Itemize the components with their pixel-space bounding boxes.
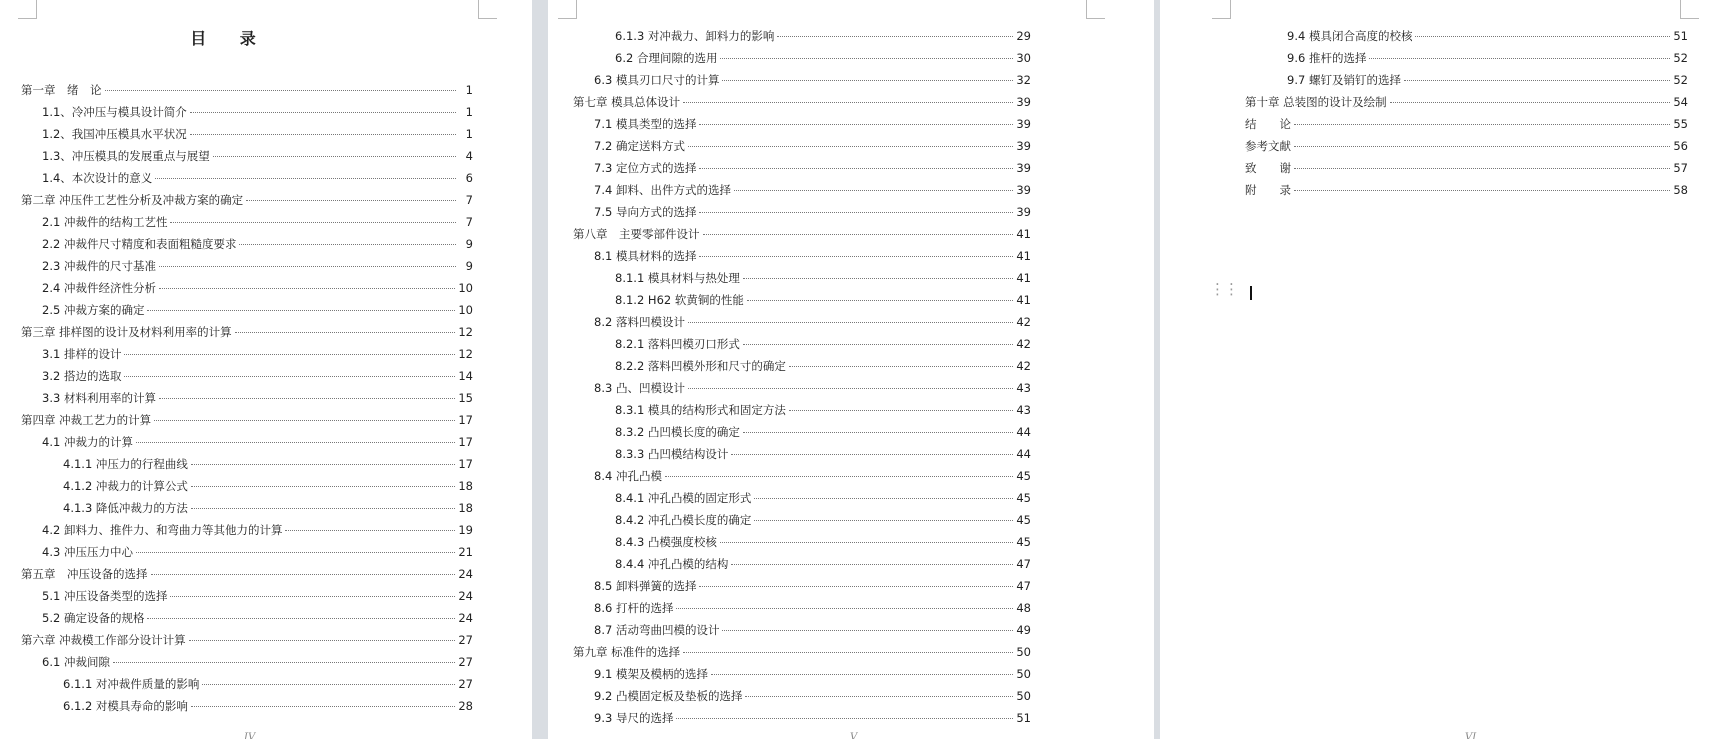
toc-page-number: 50 [1016, 667, 1031, 681]
toc-dot-leader [688, 322, 1013, 323]
toc-entry[interactable] [573, 421, 1031, 443]
toc-page-number: 47 [1016, 557, 1031, 571]
toc-dot-leader [1390, 102, 1671, 103]
toc-list [573, 25, 1031, 729]
toc-page-number: 29 [1016, 29, 1031, 43]
toc-dot-leader [170, 596, 455, 597]
toc-entry-title: 8.4.4 冲孔凸模的结构 [615, 557, 729, 571]
toc-entry[interactable] [1245, 135, 1688, 157]
toc-page-number: 39 [1016, 139, 1031, 153]
toc-dot-leader [743, 278, 1013, 279]
toc-entry-title: 3.2 搭边的选取 [42, 369, 122, 383]
toc-entry-title: 8.3.3 凸凹模结构设计 [615, 447, 729, 461]
toc-entry[interactable] [21, 409, 473, 431]
toc-page-number: 43 [1016, 403, 1031, 417]
toc-dot-leader [190, 112, 456, 113]
toc-entry[interactable] [21, 145, 473, 167]
toc-entry[interactable] [21, 497, 473, 519]
toc-entry-title: 4.1.2 冲裁力的计算公式 [63, 479, 188, 493]
toc-entry-title: 8.6 打杆的选择 [594, 601, 674, 615]
toc-entry-title: 8.2.2 落料凹模外形和尺寸的确定 [615, 359, 786, 373]
toc-page-number: 10 [458, 281, 473, 295]
toc-entry[interactable] [573, 245, 1031, 267]
toc-entry[interactable] [573, 355, 1031, 377]
toc-entry-title: 1.4、本次设计的意义 [42, 171, 153, 185]
drag-handle-icon[interactable]: ⋮⋮ [1210, 280, 1238, 298]
toc-entry[interactable] [573, 179, 1031, 201]
toc-dot-leader [754, 520, 1013, 521]
toc-dot-leader [754, 498, 1013, 499]
toc-page-number: 19 [458, 523, 473, 537]
toc-dot-leader [703, 234, 1014, 235]
toc-entry-title: 第七章 模具总体设计 [573, 95, 681, 109]
toc-entry-title: 2.2 冲裁件尺寸精度和表面粗糙度要求 [42, 237, 237, 251]
toc-dot-leader [285, 530, 455, 531]
toc-entry[interactable] [21, 321, 473, 343]
toc-dot-leader [699, 256, 1013, 257]
toc-list [21, 79, 473, 717]
toc-page-number: 42 [1016, 337, 1031, 351]
toc-page-number: 1 [465, 105, 473, 119]
toc-entry-title: 9.2 凸模固定板及垫板的选择 [594, 689, 743, 703]
page-number-footer: V [850, 732, 858, 739]
toc-entry[interactable] [573, 443, 1031, 465]
toc-entry-title: 4.1.3 降低冲裁力的方法 [63, 501, 188, 515]
toc-entry-title: 2.4 冲裁件经济性分析 [42, 281, 156, 295]
toc-entry[interactable] [1245, 69, 1688, 91]
toc-entry[interactable] [573, 487, 1031, 509]
toc-entry[interactable] [573, 69, 1031, 91]
toc-entry-title: 6.1.3 对冲裁力、卸料力的影响 [615, 29, 775, 43]
toc-entry[interactable] [573, 465, 1031, 487]
toc-page-number: 50 [1016, 645, 1031, 659]
toc-entry[interactable] [573, 663, 1031, 685]
toc-dot-leader [202, 684, 455, 685]
toc-entry-title: 第九章 标准件的选择 [573, 645, 681, 659]
toc-entry-title: 4.3 冲压压力中心 [42, 545, 133, 559]
toc-entry-title: 8.5 卸料弹簧的选择 [594, 579, 697, 593]
toc-dot-leader [722, 80, 1013, 81]
toc-page-number: 52 [1673, 73, 1688, 87]
toc-entry-title: 1.1、冷冲压与模具设计简介 [42, 105, 187, 119]
toc-dot-leader [777, 36, 1013, 37]
toc-entry[interactable] [573, 685, 1031, 707]
document-page-1 [0, 0, 532, 739]
toc-entry[interactable] [573, 553, 1031, 575]
toc-page-number: 17 [458, 435, 473, 449]
toc-entry[interactable] [573, 113, 1031, 135]
toc-page-number: 43 [1016, 381, 1031, 395]
toc-page-number: 41 [1016, 293, 1031, 307]
toc-page-number: 55 [1673, 117, 1688, 131]
toc-entry-title: 8.3.1 模具的结构形式和固定方法 [615, 403, 786, 417]
toc-dot-leader [747, 300, 1014, 301]
toc-entry[interactable] [21, 431, 473, 453]
toc-page-number: 1 [465, 83, 473, 97]
toc-entry[interactable] [573, 333, 1031, 355]
toc-entry[interactable] [1245, 47, 1688, 69]
toc-page-number: 56 [1673, 139, 1688, 153]
toc-page-number: 52 [1673, 51, 1688, 65]
toc-entry[interactable] [573, 25, 1031, 47]
toc-dot-leader [745, 696, 1013, 697]
toc-entry-title: 附 录 [1245, 183, 1291, 197]
toc-dot-leader [743, 344, 1013, 345]
toc-page-number: 41 [1016, 249, 1031, 263]
toc-dot-leader [699, 586, 1013, 587]
toc-page-number: 42 [1016, 315, 1031, 329]
page-number-footer: VI [1465, 732, 1477, 739]
toc-page-number: 15 [458, 391, 473, 405]
crop-mark-top-right [478, 0, 497, 19]
toc-dot-leader [699, 124, 1013, 125]
toc-dot-leader [113, 662, 455, 663]
toc-page-number: 28 [458, 699, 473, 713]
toc-page-number: 48 [1016, 601, 1031, 615]
toc-dot-leader [155, 178, 456, 179]
toc-entry[interactable] [573, 157, 1031, 179]
toc-entry-title: 9.3 导尺的选择 [594, 711, 674, 725]
toc-entry-title: 第三章 排样图的设计及材料利用率的计算 [21, 325, 232, 339]
toc-entry[interactable] [21, 123, 473, 145]
toc-page-number: 57 [1673, 161, 1688, 175]
toc-entry-title: 8.3.2 凸凹模长度的确定 [615, 425, 740, 439]
toc-entry-title: 9.6 推杆的选择 [1287, 51, 1367, 65]
toc-dot-leader [191, 486, 455, 487]
toc-dot-leader [147, 310, 455, 311]
toc-page-number: 27 [458, 677, 473, 691]
toc-entry-title: 结 论 [1245, 117, 1291, 131]
toc-dot-leader [1294, 124, 1670, 125]
toc-entry-title: 7.5 导向方式的选择 [594, 205, 697, 219]
toc-dot-leader [213, 156, 456, 157]
crop-mark-top-left [1212, 0, 1231, 19]
toc-entry[interactable] [21, 519, 473, 541]
toc-dot-leader [191, 706, 455, 707]
toc-entry[interactable] [573, 597, 1031, 619]
toc-entry-title: 1.2、我国冲压模具水平状况 [42, 127, 187, 141]
toc-entry-title: 3.1 排样的设计 [42, 347, 122, 361]
document-page-3 [1160, 0, 1728, 739]
toc-entry[interactable] [573, 223, 1031, 245]
toc-dot-leader [665, 476, 1013, 477]
toc-page-number: 21 [458, 545, 473, 559]
toc-dot-leader [683, 652, 1013, 653]
toc-dot-leader [235, 332, 456, 333]
toc-entry[interactable] [1245, 157, 1688, 179]
toc-dot-leader [731, 564, 1013, 565]
toc-page-number: 45 [1016, 491, 1031, 505]
toc-entry[interactable] [1245, 179, 1688, 201]
toc-page-number: 39 [1016, 183, 1031, 197]
toc-entry-title: 6.3 模具刃口尺寸的计算 [594, 73, 720, 87]
toc-entry[interactable] [21, 211, 473, 233]
toc-page-number: 27 [458, 633, 473, 647]
toc-page-number: 1 [465, 127, 473, 141]
crop-mark-top-left [18, 0, 37, 19]
toc-entry-title: 4.1.1 冲压力的行程曲线 [63, 457, 188, 471]
toc-dot-leader [1294, 190, 1670, 191]
toc-entry-title: 7.4 卸料、出件方式的选择 [594, 183, 731, 197]
toc-dot-leader [239, 244, 456, 245]
toc-dot-leader [1294, 146, 1670, 147]
toc-entry-title: 7.1 模具类型的选择 [594, 117, 697, 131]
toc-entry-title: 8.1 模具材料的选择 [594, 249, 697, 263]
toc-dot-leader [124, 376, 455, 377]
toc-entry-title: 5.2 确定设备的规格 [42, 611, 145, 625]
toc-entry-title: 8.4.3 凸模强度校核 [615, 535, 717, 549]
toc-dot-leader [189, 640, 456, 641]
toc-page-number: 39 [1016, 205, 1031, 219]
toc-entry[interactable] [573, 619, 1031, 641]
toc-page-number: 7 [465, 193, 473, 207]
toc-entry-title: 8.1.1 模具材料与热处理 [615, 271, 740, 285]
toc-entry[interactable] [21, 585, 473, 607]
toc-page-number: 41 [1016, 271, 1031, 285]
toc-entry[interactable] [21, 453, 473, 475]
toc-page-number: 10 [458, 303, 473, 317]
toc-entry-title: 第二章 冲压件工艺性分析及冲裁方案的确定 [21, 193, 244, 207]
toc-page-number: 45 [1016, 469, 1031, 483]
toc-entry-title: 5.1 冲压设备类型的选择 [42, 589, 168, 603]
toc-page-number: 47 [1016, 579, 1031, 593]
toc-dot-leader [124, 354, 455, 355]
toc-entry-title: 8.2.1 落料凹模刃口形式 [615, 337, 740, 351]
toc-entry[interactable] [21, 79, 473, 101]
toc-entry[interactable] [1245, 91, 1688, 113]
toc-page-number: 54 [1673, 95, 1688, 109]
toc-entry-title: 8.3 凸、凹模设计 [594, 381, 685, 395]
toc-page-number: 17 [458, 457, 473, 471]
crop-mark-top-right [1680, 0, 1699, 19]
toc-title: 目 录 [190, 29, 270, 48]
toc-entry-title: 8.4.2 冲孔凸模长度的确定 [615, 513, 752, 527]
toc-dot-leader [190, 134, 456, 135]
toc-dot-leader [711, 674, 1013, 675]
toc-page-number: 45 [1016, 535, 1031, 549]
toc-entry-title: 7.2 确定送料方式 [594, 139, 685, 153]
toc-entry-title: 第六章 冲裁模工作部分设计计算 [21, 633, 186, 647]
toc-entry-title: 第十章 总装图的设计及绘制 [1245, 95, 1387, 109]
toc-page-number: 24 [458, 589, 473, 603]
toc-entry[interactable] [573, 289, 1031, 311]
toc-entry[interactable] [21, 695, 473, 717]
toc-page-number: 18 [458, 501, 473, 515]
toc-page-number: 9 [465, 237, 473, 251]
toc-page-number: 50 [1016, 689, 1031, 703]
toc-dot-leader [676, 608, 1013, 609]
toc-entry-title: 3.3 材料利用率的计算 [42, 391, 156, 405]
toc-page-number: 14 [458, 369, 473, 383]
toc-entry[interactable] [573, 707, 1031, 729]
toc-page-number: 4 [465, 149, 473, 163]
crop-mark-top-left [558, 0, 577, 19]
toc-entry[interactable] [573, 509, 1031, 531]
toc-entry-title: 第四章 冲裁工艺力的计算 [21, 413, 152, 427]
toc-page-number: 17 [458, 413, 473, 427]
toc-page-number: 49 [1016, 623, 1031, 637]
toc-dot-leader [159, 288, 455, 289]
toc-entry[interactable] [21, 629, 473, 651]
toc-entry[interactable] [573, 91, 1031, 113]
toc-page-number: 39 [1016, 117, 1031, 131]
toc-entry-title: 第一章 绪 论 [21, 83, 102, 97]
toc-dot-leader [676, 718, 1013, 719]
toc-dot-leader [1415, 36, 1670, 37]
toc-entry-title: 8.7 活动弯曲凹模的设计 [594, 623, 720, 637]
toc-entry[interactable] [21, 233, 473, 255]
toc-dot-leader [1294, 168, 1670, 169]
toc-entry[interactable] [573, 377, 1031, 399]
toc-list [1245, 25, 1688, 201]
toc-page-number: 32 [1016, 73, 1031, 87]
toc-entry[interactable] [21, 167, 473, 189]
toc-dot-leader [151, 574, 456, 575]
toc-entry-title: 6.1.2 对模具寿命的影响 [63, 699, 188, 713]
toc-entry[interactable] [21, 365, 473, 387]
toc-entry[interactable] [21, 651, 473, 673]
toc-page-number: 30 [1016, 51, 1031, 65]
toc-page-number: 39 [1016, 161, 1031, 175]
toc-entry-title: 2.5 冲裁方案的确定 [42, 303, 145, 317]
toc-dot-leader [789, 410, 1013, 411]
toc-page-number: 45 [1016, 513, 1031, 527]
toc-entry-title: 致 谢 [1245, 161, 1291, 175]
toc-page-number: 7 [465, 215, 473, 229]
toc-page-number: 9 [465, 259, 473, 273]
toc-entry[interactable] [573, 135, 1031, 157]
toc-entry[interactable] [1245, 25, 1688, 47]
toc-entry[interactable] [1245, 113, 1688, 135]
toc-entry-title: 第八章 主要零部件设计 [573, 227, 700, 241]
toc-dot-leader [688, 146, 1013, 147]
toc-dot-leader [147, 618, 455, 619]
toc-entry[interactable] [21, 541, 473, 563]
toc-entry-title: 4.2 卸料力、推件力、和弯曲力等其他力的计算 [42, 523, 283, 537]
toc-entry-title: 8.1.2 H62 软黄铜的性能 [615, 293, 744, 307]
toc-page-number: 41 [1016, 227, 1031, 241]
toc-page-number: 12 [458, 325, 473, 339]
toc-entry-title: 2.1 冲裁件的结构工艺性 [42, 215, 168, 229]
toc-entry[interactable] [573, 399, 1031, 421]
toc-entry[interactable] [573, 47, 1031, 69]
toc-dot-leader [789, 366, 1013, 367]
toc-dot-leader [688, 388, 1013, 389]
toc-entry[interactable] [573, 641, 1031, 663]
toc-dot-leader [720, 542, 1013, 543]
toc-entry[interactable] [21, 101, 473, 123]
toc-entry[interactable] [21, 607, 473, 629]
toc-dot-leader [720, 58, 1013, 59]
toc-entry[interactable] [21, 673, 473, 695]
toc-entry[interactable] [21, 475, 473, 497]
toc-dot-leader [1404, 80, 1670, 81]
toc-page-number: 6 [465, 171, 473, 185]
toc-entry-title: 9.1 模架及模柄的选择 [594, 667, 708, 681]
toc-entry-title: 8.4 冲孔凸模 [594, 469, 662, 483]
toc-dot-leader [191, 464, 455, 465]
toc-entry-title: 8.2 落料凹模设计 [594, 315, 685, 329]
toc-entry-title: 9.7 螺钉及销钉的选择 [1287, 73, 1401, 87]
toc-entry[interactable] [21, 277, 473, 299]
toc-page-number: 44 [1016, 425, 1031, 439]
toc-page-number: 18 [458, 479, 473, 493]
toc-entry-title: 第五章 冲压设备的选择 [21, 567, 148, 581]
toc-entry[interactable] [21, 343, 473, 365]
toc-entry-title: 4.1 冲裁力的计算 [42, 435, 133, 449]
toc-page-number: 44 [1016, 447, 1031, 461]
toc-dot-leader [136, 552, 455, 553]
toc-page-number: 51 [1016, 711, 1031, 725]
toc-entry[interactable] [21, 299, 473, 321]
toc-entry-title: 参考文献 [1245, 139, 1291, 153]
toc-dot-leader [191, 508, 455, 509]
toc-dot-leader [734, 190, 1013, 191]
toc-dot-leader [699, 168, 1013, 169]
crop-mark-top-right [1086, 0, 1105, 19]
toc-page-number: 24 [458, 567, 473, 581]
toc-page-number: 39 [1016, 95, 1031, 109]
toc-entry[interactable] [573, 201, 1031, 223]
toc-dot-leader [743, 432, 1013, 433]
toc-dot-leader [159, 398, 455, 399]
toc-dot-leader [722, 630, 1013, 631]
toc-dot-leader [246, 200, 456, 201]
toc-entry[interactable] [573, 267, 1031, 289]
toc-entry[interactable] [21, 387, 473, 409]
toc-dot-leader [731, 454, 1013, 455]
toc-dot-leader [154, 420, 455, 421]
toc-entry-title: 7.3 定位方式的选择 [594, 161, 697, 175]
toc-dot-leader [683, 102, 1013, 103]
document-page-2 [548, 0, 1154, 739]
toc-page-number: 58 [1673, 183, 1688, 197]
toc-entry[interactable] [21, 189, 473, 211]
toc-entry-title: 2.3 冲裁件的尺寸基准 [42, 259, 156, 273]
toc-entry-title: 6.1.1 对冲裁件质量的影响 [63, 677, 200, 691]
toc-entry-title: 9.4 模具闭合高度的校核 [1287, 29, 1413, 43]
toc-dot-leader [1369, 58, 1670, 59]
toc-dot-leader [159, 266, 456, 267]
toc-dot-leader [136, 442, 455, 443]
toc-page-number: 12 [458, 347, 473, 361]
toc-page-number: 42 [1016, 359, 1031, 373]
toc-entry-title: 6.1 冲裁间隙 [42, 655, 110, 669]
text-cursor-icon[interactable] [1250, 286, 1252, 300]
toc-entry-title: 1.3、冲压模具的发展重点与展望 [42, 149, 210, 163]
toc-page-number: 27 [458, 655, 473, 669]
page-number-footer: IV [244, 732, 256, 739]
toc-entry[interactable] [21, 563, 473, 585]
toc-dot-leader [170, 222, 456, 223]
toc-entry[interactable] [573, 531, 1031, 553]
toc-dot-leader [105, 90, 457, 91]
toc-entry[interactable] [573, 311, 1031, 333]
toc-dot-leader [699, 212, 1013, 213]
toc-page-number: 51 [1673, 29, 1688, 43]
toc-entry[interactable] [573, 575, 1031, 597]
toc-entry-title: 8.4.1 冲孔凸模的固定形式 [615, 491, 752, 505]
toc-entry-title: 6.2 合理间隙的选用 [615, 51, 718, 65]
toc-page-number: 24 [458, 611, 473, 625]
toc-entry[interactable] [21, 255, 473, 277]
